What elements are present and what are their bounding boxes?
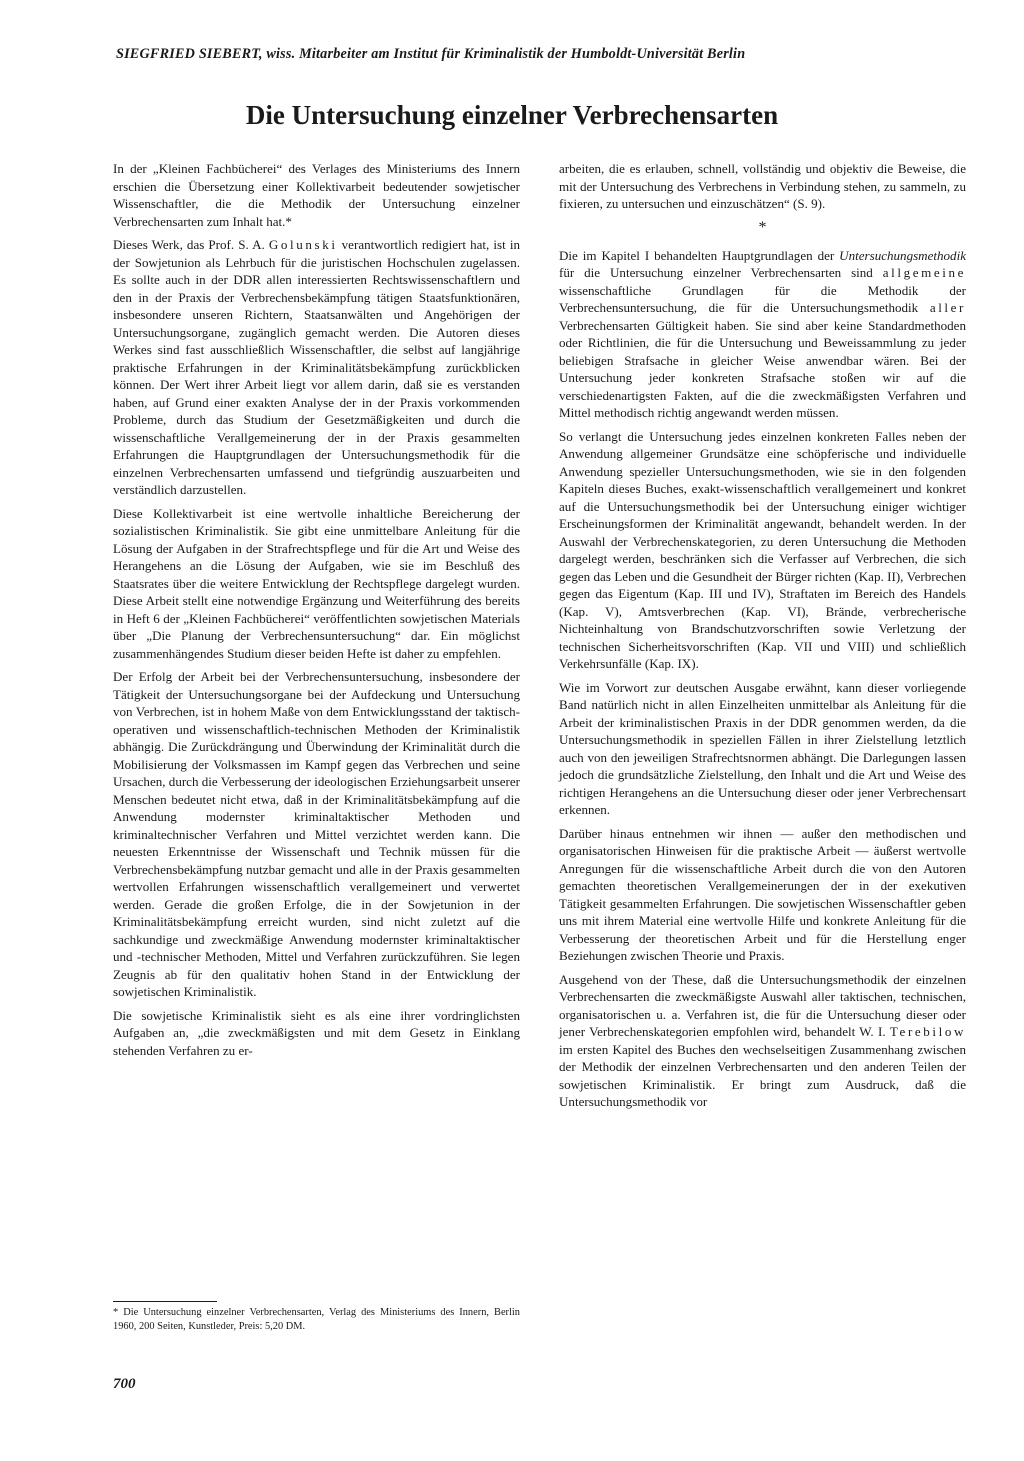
paragraph: Der Erfolg der Arbeit bei der Verbrechensuntersuchung, insbesondere der Tätigkeit der Untersuchungsorgane bei der Aufdeckung und Untersuchung von Verbrechen, ist in hohem Maße von dem Entwicklungsstand der taktisch-operativen und wissenschaftlich-technischen Methoden der Kriminalistik abhängig. Die Zurückdrängung und Überwindung der Kriminalität durch die Mobilisierung der Volksmassen im Kampf gegen das Verbrechen und seine Ursachen, durch die Verbesserung der ideologischen Erziehungsarbeit unserer Menschen bedeutet nicht etwa, daß in der Kriminalitätsbekämpfung auf die Anwendung modernster kriminaltaktischer Methoden und kriminaltechnischer Verfahren und Mittel verzichtet werden kann. Die neuesten Erkenntnisse der Wissenschaft und Technik müssen für die Verbrechensbekämpfung nutzbar gemacht und alle in der Praxis gesammelten wertvollen Erfahrungen wissenschaftlich verallgemeinert und verwertet werden. Gerade die großen Erfolge, die in der Sowjetunion in der Kriminalitätsbekämpfung erreicht wurden, sind nicht zuletzt auf die sachkundige und zweckmäßige Anwendung modernster kriminaltaktischer und -technischer Methoden, Mittel und Verfahren zurückzuführen. Sie legen Zeugnis ab für den qualitativ hohen Stand in der Entwicklung der sowjetischen Kriminalistik. [113,669,520,999]
text-run: Ausgehend von der These, daß die Untersuchungsmethodik der einzelnen Verbrechensarten die zweckmäßigste Auswahl aller taktischen, technischen, organisatorischen u. a. Verfahren ist, die für die Untersuchung dieser oder jener Verbrechenskategorien empfohlen wird, behandelt W. I. [559,971,966,1039]
section-separator: * [758,218,767,236]
article-title: Die Untersuchung einzelner Verbrechensarten [245,100,779,130]
author-line: SIEGFRIED SIEBERT, wiss. Mitarbeiter am Institut für Kriminalistik der Humboldt-Universität Berlin [116,46,746,62]
spaced-emphasis: aller [929,300,966,315]
paragraph: Wie im Vorwort zur deutschen Ausgabe erwähnt, kann dieser vorliegende Band natürlich nicht in allen Einzelheiten unmittelbar als Anleitung für die Arbeit der kriminalistischen Praxis in der DDR genommen werden, da die Untersuchungsmethodik in speziellen Fällen in ihrer Zielstellung letztlich auch von den jeweiligen Strafrechtsnormen abhängt. Die Darlegungen lassen jedoch die grundsätzliche Zielstellung, den Inhalt und die Art und Weise des richtigen Herangehens an die Untersuchung dieser oder jener Verbrechensart erkennen. [559,679,966,817]
spaced-name: Golunski [268,237,338,252]
text-run: verantwortlich redigiert hat, ist in der Sowjetunion als Lehrbuch für die juristischen Hochschulen zugelassen. Es sollte auch in der DDR allen interessierten Rechtswissenschaftlern und den in der Praxis der Verbrechensbekämpfung tätigen Staatsfunktionären, insbesondere unseren Richtern, Staatsanwälten und Angehörigen der Untersuchungsorgane, zugänglich gemacht werden. Die Autoren dieses Werkes sind fast ausschließlich Wissenschaftler, die selbst auf langjährige praktische Erfahrungen in der Kriminalitätsbekämpfung zurückblicken können. Der Wert ihrer Arbeit liegt vor allem darin, daß sie es verstanden haben, auf Grund einer exakten Analyse der in der Praxis vorkommenden Probleme, durch das Studium der Gesetzmäßigkeiten und durch die wissenschaftliche Verallgemeinerung der in der Praxis gesammelten Erfahrungen die Hauptgrundlagen der Untersuchungsmethodik für die einzelnen Verbrechensarten umfassend und tiefgründig auszuarbeiten und verständlich darzustellen. [113,237,520,497]
spaced-emphasis: allgemeine [882,265,966,280]
text-run: im ersten Kapitel des Buches den wechselseitigen Zusammenhang zwischen der Methodik der einzelnen Verbrechensarten und den anderen Teilen der sowjetischen Kriminalistik. Er bringt zum Ausdruck, daß die Untersuchungsmethodik vor [559,1041,966,1109]
paragraph: Darüber hinaus entnehmen wir ihnen — außer den methodischen und organisatorischen Hinweisen für die praktische Arbeit — äußerst wertvolle Anregungen für die wissenschaftliche Arbeit durch die von den Autoren gemachten theoretischen Verallgemeinerungen der in der exekutiven Tätigkeit gesammelten Erfahrungen. Die sowjetischen Wissenschaftler geben uns mit ihrem Material eine wertvolle Hilfe und konkrete Anleitung für die Verbesserung der theoretischen Arbeit und für die Herstellung enger Beziehungen zwischen Theorie und Praxis. [559,825,966,963]
text-run: Die im Kapitel I behandelten Hauptgrundlagen der [559,247,840,263]
spaced-name: Terebilow [889,1024,966,1039]
paragraph [559,971,966,1111]
text-run: für die Untersuchung einzelner Verbrechensarten sind [559,265,883,280]
paragraph: So verlangt die Untersuchung jedes einzelnen konkreten Falles neben der Anwendung allgemeiner Grundsätze eine schöpferische und individuelle Anwendung spezieller Untersuchungsmethoden, wie sie in den folgenden Kapiteln dieses Buches, exakt-wissenschaftlich verallgemeinert und konkret auf die Untersuchungsmethodik bei der Untersuchung einiger wichtiger Erscheinungsformen der Kriminalität angewandt, behandelt werden. In der Auswahl der Verbrechenskategorien, zu deren Untersuchung die Methoden dargelegt werden, beschränken sich die Verfasser auf Verbrechen, die sich gegen das Leben und die Gesundheit der Bürger richten (Kap. II), Verbrechen gegen das Eigentum (Kap. III und IV), Straftaten im Bereich des Handels (Kap. V), Amtsverbrechen (Kap. VI), Brände, verbrecherische Nichteinhaltung von Brandschutzvorschriften sowie Verletzung der technischen Sicherheitsvorschriften (Kap. VII und VIII) und schließlich Verkehrsunfälle (Kap. IX). [559,428,966,671]
paragraph-continued: arbeiten, die es erlauben, schnell, vollständig und objektiv die Beweise, die mit der Untersuchung des Verbrechens in Verbindung stehen, zu sammeln, zu fixieren, zu untersuchen und einzuschätzen“ (S. 9). [559,161,966,211]
paragraph: In der „Kleinen Fachbücherei“ des Verlages des Ministeriums des Innern erschien die Übersetzung einer Kollektivarbeit bedeutender sowjetischer Wissenschaftler, die die Methodik der Untersuchung einzelner Verbrechensarten zum Inhalt hat.* [113,161,520,229]
right-column [559,160,966,1117]
paragraph [113,236,520,499]
footnote: * Die Untersuchung einzelner Verbrechensarten, Verlag des Ministeriums des Innern, Berlin 1960, 200 Seiten, Kunstleder, Preis: 5,20 DM. [113,1307,520,1332]
paragraph: Die sowjetische Kriminalistik sieht es als eine ihrer vordringlichsten Aufgaben an, „die zweckmäßigsten und mit dem Gesetz in Einklang stehenden Verfahren zu er- [113,1007,520,1058]
italic-term: Untersuchungsmethodik [839,247,966,263]
text-run: Dieses Werk, das Prof. S. A. [113,237,269,252]
text-run: Verbrechensarten Gültigkeit haben. Sie sind aber keine Standardmethoden oder Richtlinien, die für die Untersuchung und Beweissammlung zu jeder beliebigen Strafsache in gleicher Weise anwendbar wären. Bei der Untersuchung jeder konkreten Strafsache stoßen wir auf die verschiedenartigsten Fakten, auf die die zweckmäßigsten Verfahren und Mittel methodisch richtig angewandt werden müssen. [559,317,966,420]
left-column [113,160,520,1065]
text-run: wissenschaftliche Grundlagen für die Methodik der Verbrechensuntersuchung, die für die Untersuchungsmethodik [559,282,966,315]
page-number: 700 [113,1376,136,1392]
paragraph [559,247,966,422]
footnote-rule [113,1301,217,1302]
paragraph: Diese Kollektivarbeit ist eine wertvolle inhaltliche Bereicherung der sozialistischen Kriminalistik. Sie gibt eine unmittelbare Anleitung für die Lösung der Aufgaben in der Strafrechtspflege und für die Art und Weise des Herangehens an die Lösung der Aufgaben, wie sie im Beschluß des Staatsrates über die weitere Entwicklung der Rechtspflege dargelegt wurden. Diese Arbeit stellt eine notwendige Ergänzung und Weiterführung des bereits in Heft 6 der „Kleinen Fachbücherei“ veröffentlichten sowjetischen Materials über „Die Planung der Verbrechensuntersuchung“ dar. Ein möglichst zusammenhängendes Studium dieser beiden Hefte ist daher zu empfehlen. [113,505,520,661]
